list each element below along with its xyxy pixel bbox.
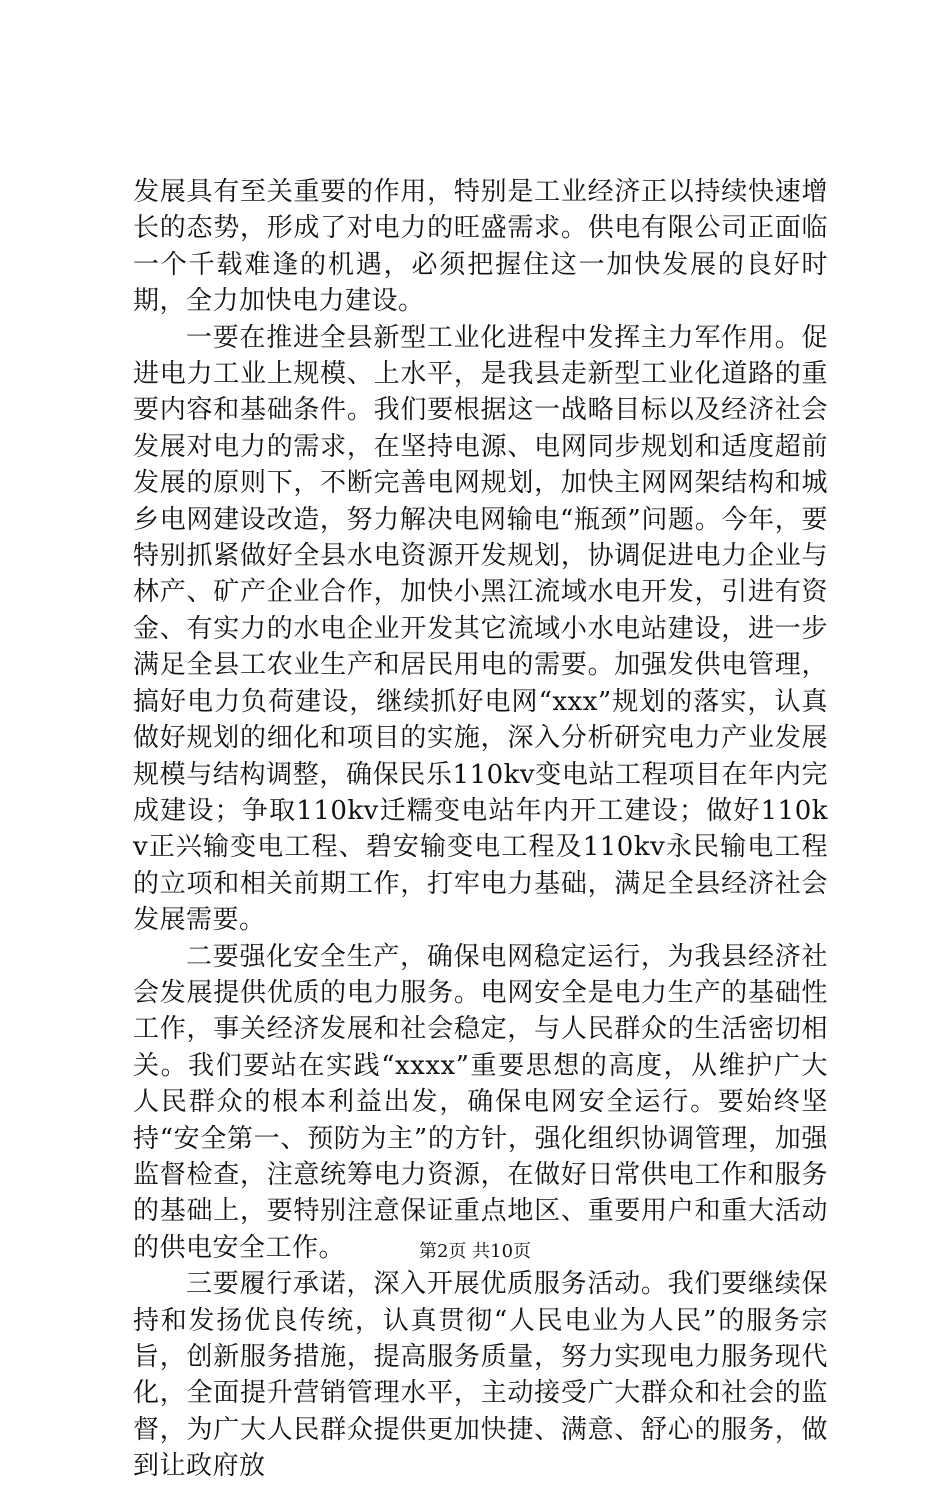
paragraph-intro-continuation: 发展具有至关重要的作用，特别是工业经济正以持续快速增长的态势，形成了对电力的旺盛需求。供电有限公司正面临一个千载难逢的机遇，必须把握住这一加快发展的良好时期，全力加快电力建设。 [133,177,828,317]
paragraph-point-two: 二要强化安全生产，确保电网稳定运行，为我县经济社会发展提供优质的电力服务。电网安全是电力生产的基础性工作，事关经济发展和社会稳定，与人民群众的生活密切相关。我们要站在实践“xxxx”重要思想的高度，从维护广大人民群众的根本利益出发，确保电网安全运行。要始终坚持“安全第一、预防为主”的方针，强化组织协调管理，加强监督检查，注意统筹电力资源，在做好日常供电工作和服务的基础上，要特别注意保证重点地区、重要用户和重大活动的供电安全工作。 [133,941,828,1263]
paragraph-point-three: 三要履行承诺，深入开展优质服务活动。我们要继续保持和发扬优良传统，认真贯彻“人民电业为人民”的服务宗旨，创新服务措施，提高服务质量，努力实现电力服务现代化，全面提升营销管理水平，主动接受广大群众和社会的监督，为广大人民群众提供更加快捷、满意、舒心的服务，做到让政府放 [133,1269,828,1482]
paragraph-point-one: 一要在推进全县新型工业化进程中发挥主力军作用。促进电力工业上规模、上水平，是我县走新型工业化道路的重要内容和基础条件。我们要根据这一战略目标以及经济社会发展对电力的需求，在坚持电源、电网同步规划和适度超前发展的原则下，不断完善电网规划，加快主网网架结构和城乡电网建设改造，努力解决电网输电“瓶颈”问题。今年，要特别抓紧做好全县水电资源开发规划，协调促进电力企业与林产、矿产企业合作，加快小黑江流域水电开发，引进有资金、有实力的水电企业开发其它流域小水电站建设，进一步满足全县工农业生产和居民用电的需要。加强发供电管理，搞好电力负荷建设，继续抓好电网“xxx”规划的落实，认真做好规划的细化和项目的实施，深入分析研究电力产业发展规模与结构调整，确保民乐110kv变电站工程项目在年内完成建设；争取110kv迁糯变电站年内开工建设；做好110kv正兴输变电工程、碧安输变电工程及110kv永民输电工程的立项和相关前期工作，打牢电力基础，满足全县经济社会发展需要。 [133,322,828,936]
document-body [133,174,828,1485]
page-footer: 第2页 共10页 [418,1241,532,1262]
